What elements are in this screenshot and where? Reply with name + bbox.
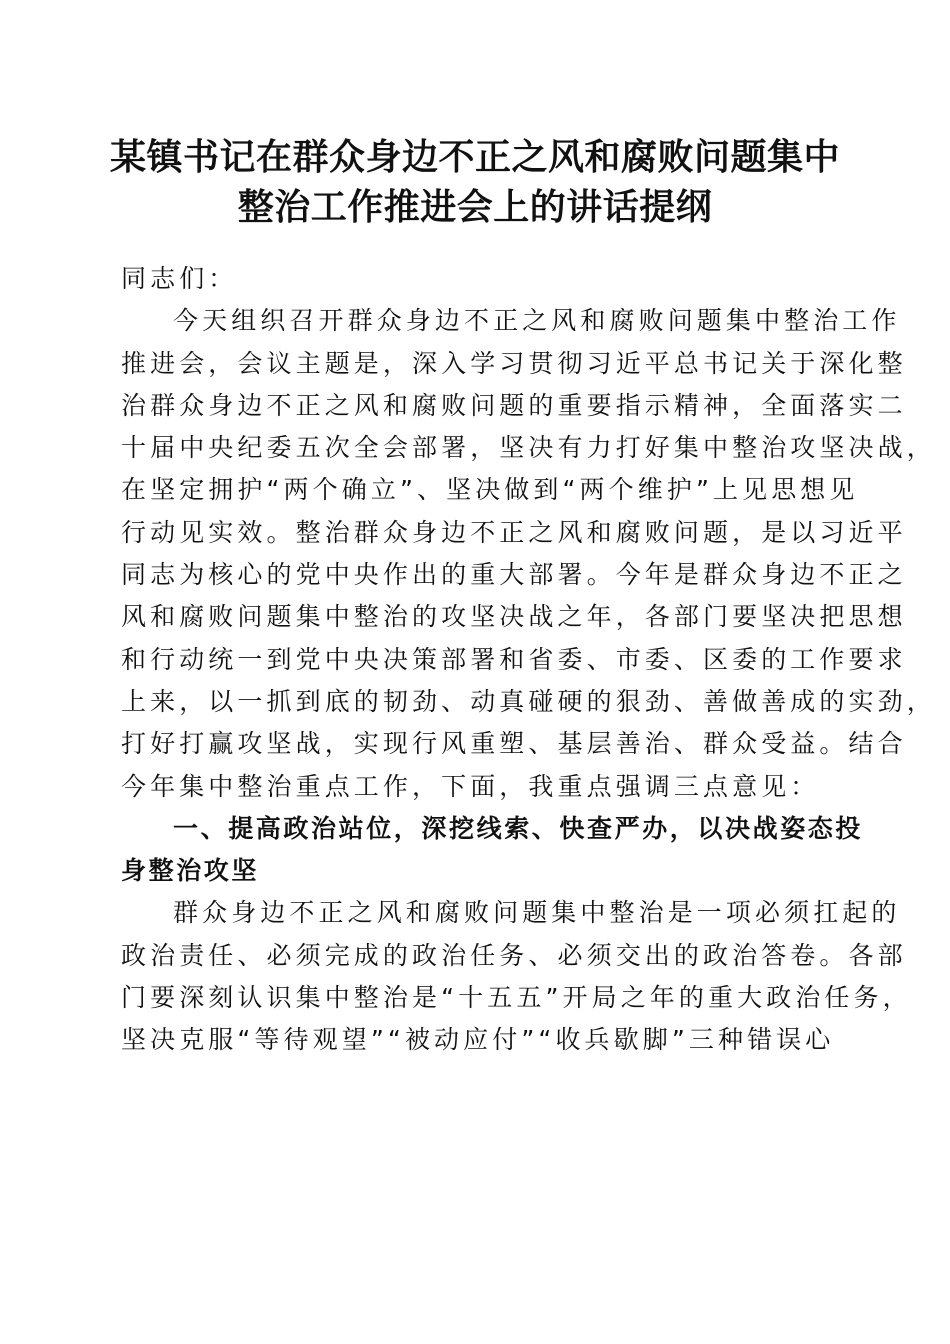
text-line: 今天组织召开群众身边不正之风和腐败问题集中整治工作: [173, 306, 901, 336]
text-line: 今年集中整治重点工作，下面，我重点强调三点意见：: [121, 771, 820, 801]
title-line: 某镇书记在群众身边不正之风和腐败问题集中: [109, 136, 840, 178]
text-line: 打好打赢攻坚战，实现行风重塑、基层善治、群众受益。结合: [121, 729, 907, 759]
title-line: 整治工作推进会上的讲话提纲: [237, 186, 713, 228]
text-line: 政治责任、必须完成的政治任务、必须交出的政治答卷。各部: [121, 940, 907, 970]
text-line: 和行动统一到党中央决策部署和省委、市委、区委的工作要求: [121, 644, 907, 674]
text-line: 推进会，会议主题是，深入学习贯彻习近平总书记关于深化整: [121, 348, 907, 378]
text-line: 同志为核心的党中央作出的重大部署。今年是群众身边不正之: [121, 560, 907, 590]
text-line: 在坚定拥护“两个确立”、坚决做到“两个维护”上见思想见: [121, 475, 859, 505]
text-line: 门要深刻认识集中整治是“十五五”开局之年的重大政治任务，: [121, 983, 912, 1013]
document-title: [100, 132, 850, 232]
heading-line: 一、提高政治站位，深挖线索、快查严办，以决战姿态投: [173, 813, 864, 843]
salutation: 同志们：: [121, 264, 238, 293]
text-line: 治群众身边不正之风和腐败问题的重要指示精神，全面落实二: [121, 390, 907, 420]
text-line: 坚决克服“等待观望”“被动应付”“收兵歇脚”三种错误心: [121, 1025, 835, 1055]
text-line: 群众身边不正之风和腐败问题集中整治是一项必须扛起的: [173, 898, 901, 928]
section-heading-1: [121, 808, 864, 893]
document-body: [121, 258, 936, 1062]
text-line: 十届中央纪委五次全会部署，坚决有力打好集中整治攻坚决战，: [121, 433, 936, 463]
heading-line: 身整治攻坚: [121, 856, 260, 886]
paragraph-section-1: [121, 892, 912, 1061]
text-line: 上来，以一抓到底的韧劲、动真碰硬的狠劲、善做善成的实劲，: [121, 686, 936, 716]
paragraph-intro: [121, 300, 936, 808]
text-line: 风和腐败问题集中整治的攻坚决战之年，各部门要坚决把思想: [121, 602, 907, 632]
text-line: 行动见实效。整治群众身边不正之风和腐败问题，是以习近平: [121, 517, 907, 547]
